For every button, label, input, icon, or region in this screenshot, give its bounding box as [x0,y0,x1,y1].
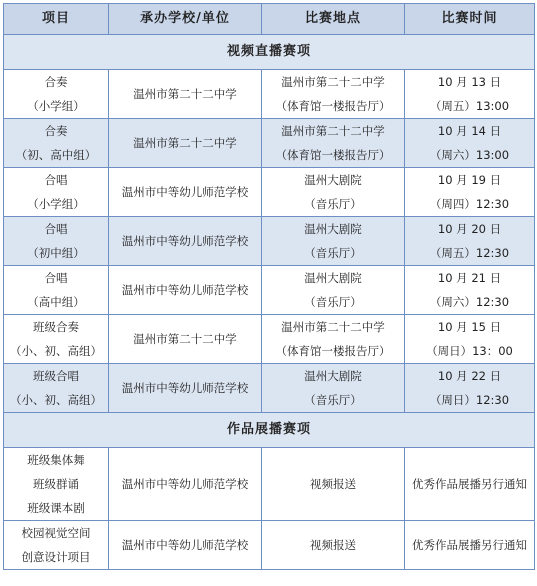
venue-line: （体育馆一楼报告厅） [275,344,391,358]
table-row [4,315,535,364]
cell-school: 温州市中等幼儿师范学校 [109,521,262,570]
venue-line: 温州大剧院 [304,222,362,236]
project-line: 合唱 [44,173,68,187]
cell-school: 温州市中等幼儿师范学校 [109,217,262,266]
cell-time: 优秀作品展播另行通知 [405,521,535,570]
cell-venue [262,168,405,217]
header-time: 比赛时间 [405,4,535,35]
cell-project [4,266,109,315]
project-line: （小、初、高组） [10,344,102,358]
cell-project [4,70,109,119]
table-row [4,364,535,413]
venue-line: 温州市第二十二中学 [281,124,385,138]
venue-line: （音乐厅） [304,295,362,309]
table-row [4,266,535,315]
venue-line: 温州大剧院 [304,369,362,383]
time-line: 10 月 22 日 [437,369,502,383]
header-venue: 比赛地点 [262,4,405,35]
project-line: 班级合唱 [33,369,79,383]
time-line: 10 月 14 日 [437,124,502,138]
time-line: （周五）12:30 [429,246,510,260]
cell-school: 温州市第二十二中学 [109,70,262,119]
cell-school: 温州市中等幼儿师范学校 [109,364,262,413]
venue-line: （体育馆一楼报告厅） [275,99,391,113]
venue-line: 温州市第二十二中学 [281,320,385,334]
project-line: （小学组） [27,99,85,113]
cell-time [405,70,535,119]
header-school: 承办学校/单位 [109,4,262,35]
time-line: （周四）12:30 [429,197,510,211]
cell-venue [262,70,405,119]
project-line: （小学组） [27,197,85,211]
cell-time: 优秀作品展播另行通知 [405,448,535,521]
project-line: （初中组） [27,246,85,260]
cell-school: 温州市第二十二中学 [109,119,262,168]
time-line: （周五）13:00 [429,99,510,113]
project-line: 校园视觉空间 [21,526,91,540]
cell-project [4,315,109,364]
section-row-live [4,35,535,70]
time-line: 10 月 13 日 [437,75,502,89]
project-line: 合唱 [44,271,68,285]
cell-time [405,315,535,364]
cell-school: 温州市中等幼儿师范学校 [109,168,262,217]
project-line: 合奏 [44,75,68,89]
cell-time [405,364,535,413]
venue-line: 温州大剧院 [304,173,362,187]
cell-project [4,217,109,266]
schedule-table [3,3,535,570]
cell-venue [262,266,405,315]
table-row [4,70,535,119]
cell-project [4,364,109,413]
section-title-live: 视频直播赛项 [4,35,535,70]
cell-time [405,168,535,217]
cell-venue: 视频报送 [262,448,405,521]
cell-time [405,217,535,266]
project-line: 创意设计项目 [21,550,91,564]
cell-school: 温州市第二十二中学 [109,315,262,364]
time-line: 10 月 19 日 [437,173,502,187]
cell-project [4,168,109,217]
cell-time [405,266,535,315]
project-line: 班级合奏 [33,320,79,334]
time-line: （周六）12:30 [429,295,510,309]
cell-venue: 视频报送 [262,521,405,570]
time-line: 10 月 20 日 [437,222,502,236]
project-line: （初、高中组） [15,148,97,162]
venue-line: 温州市第二十二中学 [281,75,385,89]
venue-line: （音乐厅） [304,393,362,407]
project-line: （高中组） [27,295,85,309]
cell-project [4,521,109,570]
project-line: 班级集体舞 [27,453,85,467]
table-row [4,168,535,217]
cell-venue [262,315,405,364]
table-row [4,448,535,521]
time-line: 10 月 21 日 [437,271,502,285]
cell-time [405,119,535,168]
project-line: 合唱 [44,222,68,236]
table-row [4,217,535,266]
time-line: （周六）13:00 [429,148,510,162]
time-line: 10 月 15 日 [437,320,502,334]
project-line: 班级课本剧 [27,501,85,515]
header-project: 项目 [4,4,109,35]
cell-project [4,448,109,521]
cell-venue [262,364,405,413]
table-row [4,119,535,168]
project-line: （小、初、高组） [10,393,102,407]
venue-line: （体育馆一楼报告厅） [275,148,391,162]
section-title-showcase: 作品展播赛项 [4,413,535,448]
venue-line: （音乐厅） [304,197,362,211]
cell-venue [262,119,405,168]
venue-line: 温州大剧院 [304,271,362,285]
time-line: （周日）13：00 [426,344,513,358]
cell-project [4,119,109,168]
cell-venue [262,217,405,266]
schedule-table-container [3,3,534,570]
cell-school: 温州市中等幼儿师范学校 [109,266,262,315]
venue-line: （音乐厅） [304,246,362,260]
project-line: 合奏 [44,124,68,138]
table-header-row [4,4,535,35]
project-line: 班级群诵 [33,477,79,491]
section-row-showcase [4,413,535,448]
table-row [4,521,535,570]
time-line: （周日）12:30 [429,393,510,407]
cell-school: 温州市中等幼儿师范学校 [109,448,262,521]
